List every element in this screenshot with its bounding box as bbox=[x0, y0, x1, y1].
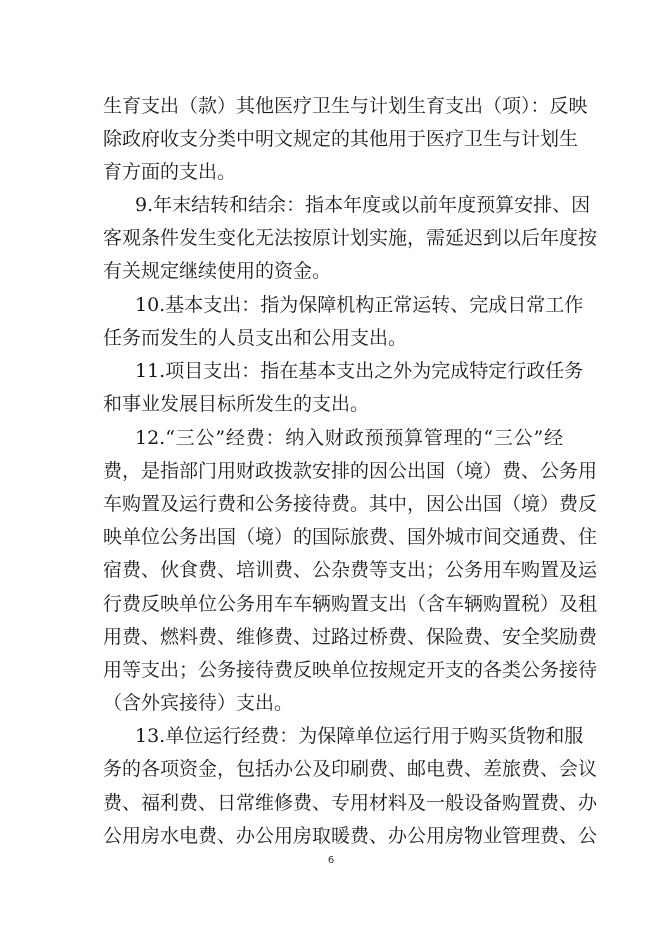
paragraph-line: 映单位公务出国（境）的国际旅费、国外城市间交通费、住 bbox=[103, 526, 598, 548]
paragraph-line: 生育支出（款）其他医疗卫生与计划生育支出（项）：反映 bbox=[103, 95, 588, 117]
paragraph-line: 有关规定继续使用的资金。 bbox=[103, 260, 332, 282]
paragraph-line: 费，是指部门用财政拨款安排的因公出国（境）费、公务用 bbox=[103, 460, 598, 482]
paragraph-line: 除政府收支分类中明文规定的其他用于医疗卫生与计划生 bbox=[103, 128, 579, 150]
paragraph-line: 育方面的支出。 bbox=[103, 161, 237, 183]
paragraph-line: 公用房水电费、办公用房取暖费、办公用房物业管理费、公 bbox=[103, 825, 598, 847]
paragraph-line: 13.单位运行经费：为保障单位运行用于购买货物和服 bbox=[135, 725, 584, 747]
paragraph-line: 和事业发展目标所发生的支出。 bbox=[103, 393, 370, 415]
paragraph-line: 用等支出；公务接待费反映单位按规定开支的各类公务接待 bbox=[103, 659, 598, 681]
paragraph-line: 10.基本支出：指为保障机构正常运转、完成日常工作 bbox=[135, 294, 584, 316]
paragraph-line: 11.项目支出：指在基本支出之外为完成特定行政任务 bbox=[135, 360, 584, 382]
paragraph-line: 客观条件发生变化无法按原计划实施，需延迟到以后年度按 bbox=[103, 227, 598, 249]
paragraph-line: 用费、燃料费、维修费、过路过桥费、保险费、安全奖励费 bbox=[103, 626, 598, 648]
paragraph-line: 行费反映单位公务用车车辆购置支出（含车辆购置税）及租 bbox=[103, 593, 598, 615]
paragraph-line: 费、福利费、日常维修费、专用材料及一般设备购置费、办 bbox=[103, 792, 598, 814]
paragraph-line: 务的各项资金，包括办公及印刷费、邮电费、差旅费、会议 bbox=[103, 758, 598, 780]
paragraph-line: 车购置及运行费和公务接待费。其中，因公出国（境）费反 bbox=[103, 493, 598, 515]
paragraph-line: 任务而发生的人员支出和公用支出。 bbox=[103, 327, 408, 349]
paragraph-line: （含外宾接待）支出。 bbox=[103, 692, 294, 714]
paragraph-line: 9.年末结转和结余：指本年度或以前年度预算安排、因 bbox=[135, 194, 591, 216]
paragraph-line: 12.“三公”经费：纳入财政预预算管理的“三公”经 bbox=[135, 427, 563, 449]
page-number: 6 bbox=[327, 855, 335, 866]
paragraph-line: 宿费、伙食费、培训费、公杂费等支出；公务用车购置及运 bbox=[103, 559, 598, 581]
